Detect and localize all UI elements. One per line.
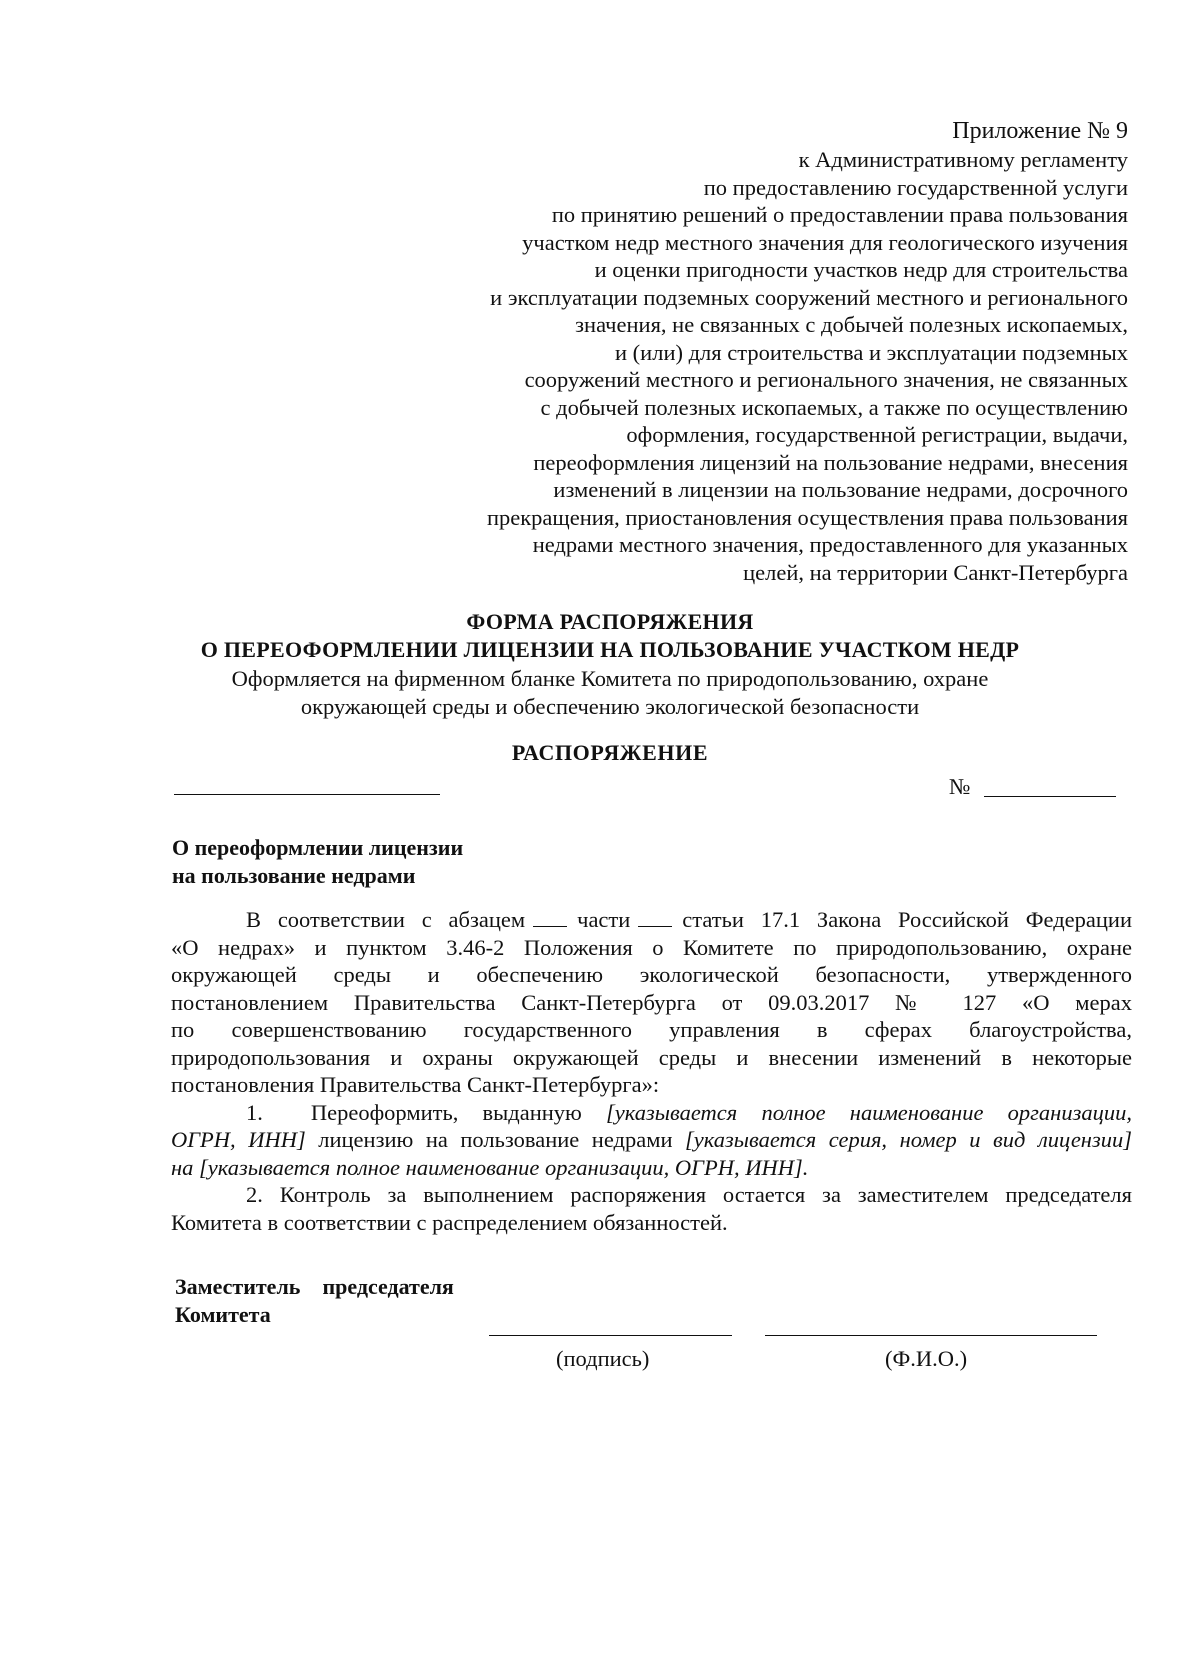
date-blank-line (174, 794, 440, 795)
signer-word: председателя (322, 1274, 454, 1299)
body-line: постановлением Правительства Санкт-Петербурга от 09.03.2017 № 127 «О мерах (171, 989, 1132, 1015)
annex-line: участком недр местного значения для геологического изучения (522, 229, 1128, 255)
signer-line (175, 1273, 515, 1301)
form-note-line: окружающей среды и обеспечению экологической безопасности (300, 694, 920, 719)
body-line: по совершенствованию государственного управления в сферах благоустройства, (171, 1017, 1132, 1042)
subject-line: на пользование недрами (172, 863, 416, 888)
signer-word: Заместитель (175, 1274, 301, 1299)
body-line: «О недрах» и пунктом 3.46-2 Положения о Комитете по природопользованию, охране (171, 934, 1132, 960)
form-title-line: О ПЕРЕОФОРМЛЕНИИ ЛИЦЕНЗИИ НА ПОЛЬЗОВАНИЕ УЧАСТКОМ НЕДР (200, 637, 1020, 662)
placeholder-text: ОГРН, ИНН] (171, 1127, 306, 1152)
annex-line: значения, не связанных с добычей полезных ископаемых, (575, 312, 1128, 337)
form-note-line: Оформляется на фирменном бланке Комитета по природопользованию, охране (231, 666, 989, 691)
annex-line: оформления, государственной регистрации, выдачи, (626, 422, 1128, 447)
order-subject (172, 834, 672, 890)
body-line: природопользования и охраны окружающей среды и внесении изменений в некоторые (171, 1044, 1132, 1070)
order-number-blank-line (984, 796, 1116, 797)
annex-line: изменений в лицензии на пользование недрами, досрочного (553, 477, 1128, 502)
annex-line: с добычей полезных ископаемых, а также по осуществлению (540, 394, 1128, 420)
paragraph-blank (533, 910, 567, 927)
fio-caption: (Ф.И.О.) (885, 1346, 968, 1371)
item-2-line: Комитета в соответствии с распределением обязанностей. (171, 1209, 728, 1235)
annex-line: к Административному регламенту (798, 147, 1128, 172)
signature-blank-line (489, 1335, 732, 1336)
placeholder-text: [указывается серия, номер и вид лицензии] (685, 1127, 1133, 1152)
annex-line: переоформления лицензий на пользование недрами, внесения (533, 449, 1128, 475)
form-note (110, 665, 1110, 721)
part-blank (638, 910, 672, 927)
form-title (110, 608, 1110, 664)
body-line: постановления Правительства Санкт-Петербурга»: (171, 1072, 660, 1097)
annex-line: недрами местного значения, предоставленного для указанных (532, 532, 1128, 557)
annex-line: и эксплуатации подземных сооружений местного и регионального (490, 284, 1128, 310)
body-line: окружающей среды и обеспечению экологической безопасности, утвержденного (171, 962, 1132, 987)
order-number-label: № (949, 774, 971, 799)
body-text-fragment: В соответствии с абзацем (246, 907, 526, 932)
body-line (171, 906, 1132, 934)
body-text-fragment: статьи 17.1 Закона Российской Федерации (682, 907, 1132, 932)
body-text-fragment: части (577, 907, 631, 932)
form-title-line: ФОРМА РАСПОРЯЖЕНИЯ (466, 609, 754, 634)
annex-line: прекращения, приостановления осуществления права пользования (486, 504, 1128, 530)
subject-line: О переоформлении лицензии (172, 835, 464, 860)
annex-line: и (или) для строительства и эксплуатации подземных (615, 339, 1128, 365)
item-1-line (171, 1099, 1132, 1127)
order-body (171, 906, 1132, 1236)
body-text-fragment: лицензию на пользование недрами (318, 1127, 673, 1152)
item-2-line: 2. Контроль за выполнением распоряжения остается за заместителем председателя (246, 1182, 1132, 1207)
annex-header (360, 116, 1128, 586)
signer-title (175, 1273, 515, 1329)
item-1-line: на [указывается полное наименование организации, ОГРН, ИНН]. (171, 1154, 809, 1180)
annex-line: целей, на территории Санкт-Петербурга (743, 559, 1128, 585)
annex-line: по предоставлению государственной услуги (703, 174, 1128, 200)
item-number: 1. (246, 1099, 263, 1125)
body-text-fragment: Переоформить, выданную (310, 1099, 582, 1125)
signer-line: Комитета (175, 1302, 271, 1327)
signature-caption: (подпись) (556, 1346, 650, 1371)
fio-blank-line (765, 1335, 1097, 1336)
annex-line: и оценки пригодности участков недр для строительства (594, 257, 1128, 282)
annex-line: сооружений местного и регионального значения, не связанных (524, 367, 1128, 392)
placeholder-text: [указывается полное наименование организации, (606, 1099, 1132, 1125)
annex-line: по принятию решений о предоставлении права пользования (551, 202, 1128, 227)
order-title: РАСПОРЯЖЕНИЕ (511, 740, 709, 765)
item-1-line (171, 1126, 1132, 1154)
annex-number: Приложение № 9 (952, 118, 1128, 144)
